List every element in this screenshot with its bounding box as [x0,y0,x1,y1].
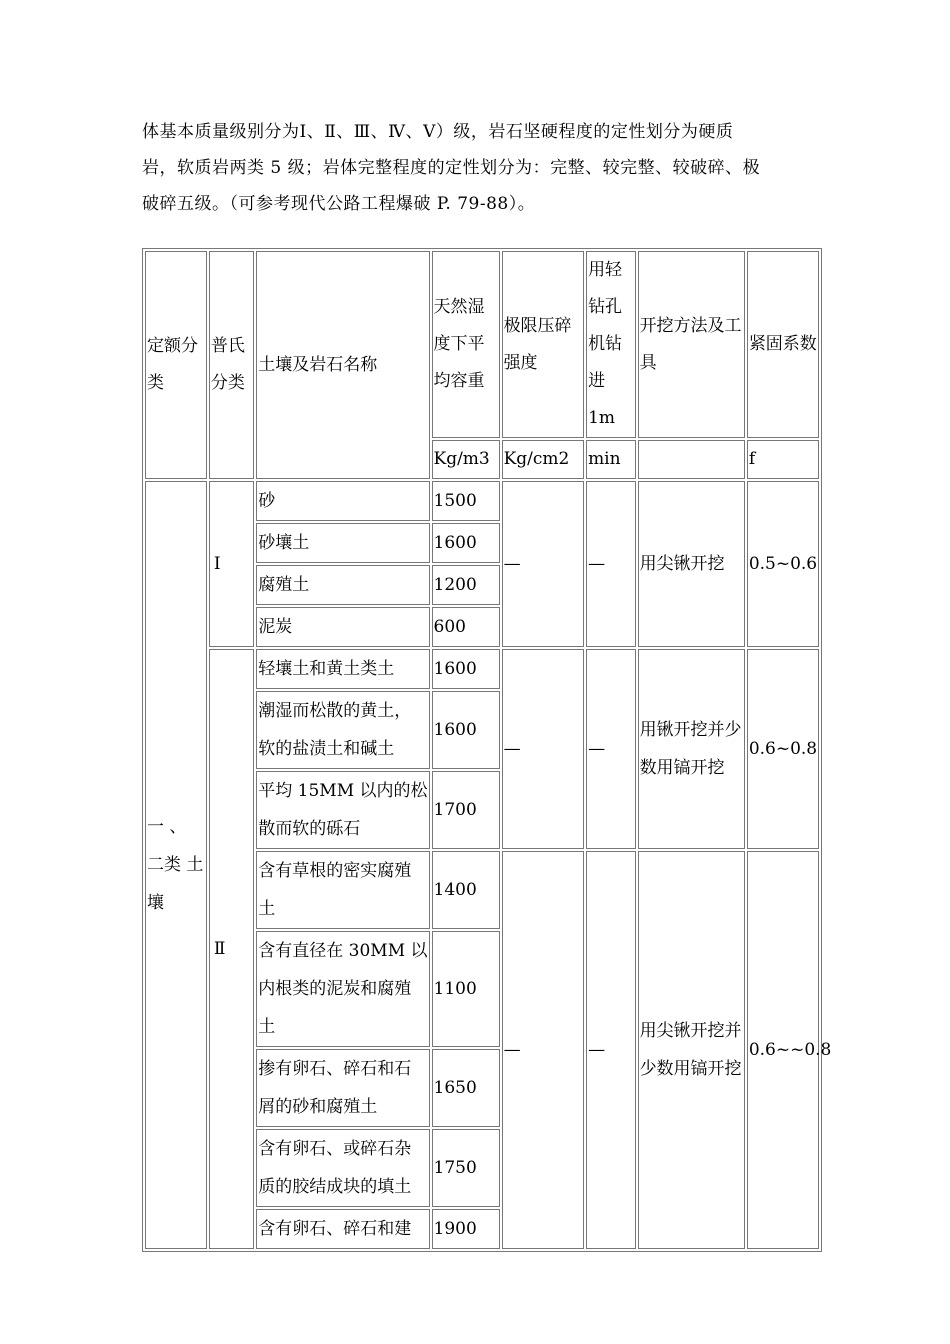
soil-name: 泥炭 [256,607,429,647]
header-method: 开挖方法及工具 [638,251,745,438]
header-pu-class: 普氏分类 [209,251,254,479]
strength-cell: — [502,851,585,1249]
soil-name: 含有卵石、碎石和建 [256,1209,429,1249]
soil-weight: 1600 [432,523,500,563]
soil-weight: 1700 [432,771,500,849]
header-coef: 紧固系数 [747,251,819,438]
header-row [145,251,819,438]
unit-coef: f [747,440,819,479]
header-weight: 天然湿度下平均容重 [432,251,500,438]
header-quota-class: 定额分类 [145,251,207,479]
paragraph-line-2: 岩，软质岩两类 5 级；岩体完整程度的定性划分为：完整、较完整、较破碎、极 [142,158,761,178]
method-cell: 用尖锹开挖 [638,481,745,647]
soil-weight: 1750 [432,1129,500,1207]
header-strength: 极限压碎强度 [502,251,585,438]
unit-drill: min [586,440,636,479]
soil-name: 含有卵石、或碎石杂质的胶结成块的填土 [256,1129,429,1207]
soil-weight: 1600 [432,691,500,769]
pu-class-1: Ⅰ [209,481,254,647]
table-row [145,481,819,521]
soil-rock-classification-table [142,248,832,1252]
quota-class-cell: 一 、 二类 土 壤 [145,481,207,1249]
soil-name: 轻壤土和黄土类土 [256,649,429,689]
header-drill: 用轻钻孔机钻进 1m [586,251,636,438]
drill-cell: — [586,851,636,1249]
soil-name: 潮湿而松散的黄土，软的盐渍土和碱土 [256,691,429,769]
method-cell: 用尖锹开挖并少数用镐开挖 [638,851,745,1249]
drill-cell: — [586,481,636,647]
soil-name: 腐殖土 [256,565,429,605]
drill-cell: — [586,649,636,849]
paragraph-line-3: 破碎五级。（可参考现代公路工程爆破 P. 79-88）。 [142,194,536,214]
soil-name: 平均 15MM 以内的松散而软的砾石 [256,771,429,849]
soil-name: 砂 [256,481,429,521]
method-cell: 用锹开挖并少数用镐开挖 [638,649,745,849]
soil-weight: 1600 [432,649,500,689]
coef-cell: 0.6~~0.8 [747,851,819,1249]
soil-name: 掺有卵石、碎石和石屑的砂和腐殖土 [256,1049,429,1127]
soil-weight: 1400 [432,851,500,929]
soil-weight: 1500 [432,481,500,521]
unit-strength: Kg/cm2 [502,440,585,479]
soil-weight: 1100 [432,931,500,1047]
soil-name: 砂壤土 [256,523,429,563]
table-row [145,649,819,689]
paragraph-line-1: 体基本质量级别分为Ⅰ、Ⅱ、Ⅲ、Ⅳ、Ⅴ）级，岩石坚硬程度的定性划分为硬质 [142,122,734,142]
soil-name: 含有直径在 30MM 以内根类的泥炭和腐殖土 [256,931,429,1047]
unit-method [638,440,745,479]
pu-class-2: Ⅱ [209,649,254,1249]
soil-weight: 1650 [432,1049,500,1127]
coef-cell: 0.6~0.8 [747,649,819,849]
soil-weight: 1200 [432,565,500,605]
intro-paragraph [142,114,812,222]
soil-weight: 1900 [432,1209,500,1249]
strength-cell: — [502,649,585,849]
soil-weight: 600 [432,607,500,647]
coef-cell: 0.5~0.6 [747,481,819,647]
unit-weight: Kg/m3 [432,440,500,479]
header-name: 土壤及岩石名称 [256,251,429,479]
strength-cell: — [502,481,585,647]
soil-name: 含有草根的密实腐殖土 [256,851,429,929]
